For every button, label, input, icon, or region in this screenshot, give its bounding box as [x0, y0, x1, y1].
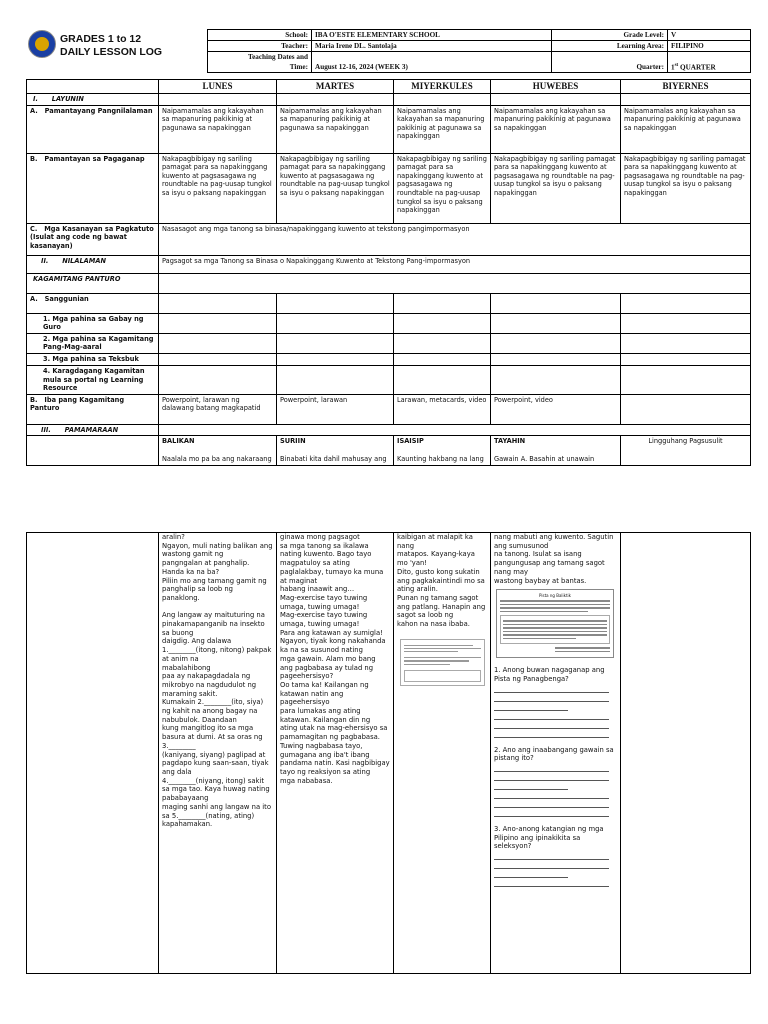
section-label: LAYUNIN: [51, 95, 84, 103]
passage-heading: Pista ng Baliktik: [539, 593, 571, 599]
row-label-pamantayang-pangnilalaman: [27, 105, 159, 153]
title-line-2: DAILY LESSON LOG: [60, 46, 163, 58]
row-label: Iba pang Kagamitang Panturo: [30, 395, 125, 413]
proc-text: Kaunting hakbang na lang: [397, 454, 484, 463]
empty-cell: [27, 533, 159, 974]
row-label-pamantayan-sa-pagaganap: [27, 153, 159, 223]
answer-line: [494, 702, 568, 711]
cell-lunes: Naipamamalas ang kakayahan sa mapanuring pakikinig at pagunawa sa napakinggan: [159, 105, 277, 153]
cell-miyerkules: Nakapagbibigay ng sariling pamagat para sa napakinggang kuwento at pagsasagawa ng roundtable na pag-uusap tungkol sa isyu o paksang napakinggan: [394, 153, 491, 223]
cell-martes: Powerpoint, larawan: [277, 394, 394, 424]
proc-heading: SURIIN: [280, 437, 306, 446]
corner-cell: [27, 80, 159, 94]
day-header-lunes: LUNES: [159, 80, 277, 94]
cell-biyernes: [621, 394, 751, 424]
row-number: A.: [30, 294, 38, 303]
empty-cell: [277, 94, 394, 106]
proc-miyerkules: [394, 436, 491, 466]
question-3: 3. Ano-anong katangian ng mga Pilipino ang ipinakikita sa seleksyon?: [494, 825, 604, 851]
title-line-1: GRADES 1 to 12: [60, 33, 142, 45]
empty-cell: [394, 313, 491, 333]
empty-cell: [394, 94, 491, 106]
empty-cell: [621, 94, 751, 106]
cell-martes: Naipamamalas ang kakayahan sa mapanuring pakikinig at pagunawa sa napakinggan: [277, 105, 394, 153]
day-header-biyernes: BIYERNES: [621, 80, 751, 94]
answer-line: [494, 711, 609, 720]
teaching-dates-label-line1: Teaching Dates and: [247, 53, 308, 61]
row-number: A.: [30, 106, 38, 115]
row-label: Pamantayang Pangnilalaman: [44, 106, 153, 115]
empty-cell: [159, 333, 277, 353]
empty-cell: [159, 365, 277, 394]
cell-miyerkules: Larawan, metacards, video: [394, 394, 491, 424]
teacher-label: Teacher:: [208, 41, 312, 52]
answer-line: [494, 860, 609, 869]
answer-line: [494, 684, 609, 693]
proc-heading: BALIKAN: [162, 437, 195, 446]
answer-line: [494, 693, 609, 702]
cell-miyerkules: Naipamamalas ang kakayahan sa mapanuring pakikinig at pagunawa sa napakinggan: [394, 105, 491, 153]
day-header-huwebes: HUWEBES: [491, 80, 621, 94]
empty-cell: [277, 333, 394, 353]
row-label: Pamantayan sa Pagaganap: [44, 154, 145, 163]
nilalaman-text: Pagsagot sa mga Tanong sa Binasa o Napakinggang Kuwento at Tekstong Pang-impormasyon: [159, 255, 751, 273]
quarter-suffix: st: [674, 62, 679, 68]
row-label: Sanggunian: [44, 294, 89, 303]
empty-cell: [491, 313, 621, 333]
section-number: III.: [41, 425, 51, 434]
ref-kagamitang-pang-mag-aaral: 2. Mga pahina sa Kagamitang Pang-Mag-aaral: [27, 333, 159, 353]
empty-cell: [621, 365, 751, 394]
kasanayan-text: Nasasagot ang mga tanong sa binasa/napakinggang kuwento at tekstong pangimpormasyon: [159, 223, 751, 255]
row-label-iba-pang-kagamitan: [27, 394, 159, 424]
empty-cell: [394, 333, 491, 353]
empty-cell: [491, 365, 621, 394]
proc-huwebes: [491, 436, 621, 466]
cell-lunes: Nakapagbibigay ng sariling pamagat para sa napakinggang kuwento at pagsasagawa ng roundtable na pag-uusap tungkol sa isyu o paksang napakinggan: [159, 153, 277, 223]
worksheet-thumbnail-image: [400, 639, 485, 686]
teacher-value: Maria Irene DL. Santolaja: [312, 41, 552, 52]
empty-cell: [621, 333, 751, 353]
empty-cell: [159, 424, 751, 436]
grade-level-value: V: [668, 30, 751, 41]
proc-martes: [277, 436, 394, 466]
section-label: NILALAMAN: [62, 256, 106, 265]
ref-gabay-ng-guro: 1. Mga pahina sa Gabay ng Guro: [27, 313, 159, 333]
row-label-sanggunian: [27, 293, 159, 313]
empty-cell: [491, 353, 621, 365]
answer-line: [494, 781, 568, 790]
learning-area-label: Learning Area:: [552, 41, 668, 52]
empty-cell: [159, 273, 751, 293]
proc-martes-continued: ginawa mong pagsagot sa mga tanong sa ikalawa nating kuwento. Bago tayo magpatuloy sa ating paglalakbay, tumayo ka muna at maginat habang inaawit ang… Mag-exercise tayo tuwing umaga, tuwing umaga! Mag-exercise tayo tuwing umaga, tuwing umaga! Para ang katawan ay sumigla! Ngayon, tiyak kong nakahanda ka na sa susunod nating mga gawain. Alam mo bang ang pagbabasa ay tulad ng pageehersisyo? Oo tama ka! Kailangan ng katawan natin ang pageehersisyo para lumakas ang ating katawan. Kailangan din ng ating utak na mag-ehersisyo sa pamamagitan ng pagbabasa. Tuwing nagbabasa tayo, gumagana ang iba't ibang pandama natin. Kasi nagbibigay tayo ng reaksiyon sa ating mga nababasa.: [277, 533, 394, 974]
empty-cell: [621, 313, 751, 333]
cell-biyernes: Nakapagbibigay ng sariling pamagat para sa napakinggang kuwento at pagsasagawa ng roundtable na pag-uusap tungkol sa isyu o paksang napakinggan: [621, 153, 751, 223]
answer-line: [494, 808, 609, 817]
cell-biyernes: Naipamamalas ang kakayahan sa mapanuring pakikinig at pagunawa sa napakinggan: [621, 105, 751, 153]
miyerkules-text: kaibigan at malapit ka nang matapos. Kayang-kaya mo 'yan! Dito, gusto kong sukatin ang pagkakaintindi mo sa ating aralin. Punan ng tamang sagot ang patlang. Hanapin ang sagot sa loob ng kahon na nasa ibaba.: [397, 533, 486, 629]
cell-martes: Nakapagbibigay ng sariling pamagat para sa napakinggang kuwento at pagsasagawa ng roundtable na pag-uusap tungkol sa isyu o paksang napakinggan: [277, 153, 394, 223]
empty-cell: [621, 353, 751, 365]
answer-line: [494, 878, 609, 887]
lesson-log-continuation-table: [26, 532, 751, 974]
reading-passage-image: [496, 589, 614, 658]
cell-huwebes: Powerpoint, video: [491, 394, 621, 424]
row-number: B.: [30, 395, 38, 404]
document-title: [60, 33, 162, 59]
day-header-miyerkules: MIYERKULES: [394, 80, 491, 94]
section-layunin: [27, 94, 159, 106]
answer-line: [494, 763, 609, 772]
empty-cell: [491, 94, 621, 106]
answer-line: [494, 729, 609, 738]
empty-cell: [277, 353, 394, 365]
row-number: C.: [30, 224, 38, 233]
empty-cell: [159, 94, 277, 106]
cell-huwebes: Naipamamalas ang kakayahan sa mapanuring pakikinig at pagunawa sa napakinggan: [491, 105, 621, 153]
proc-biyernes: [621, 436, 751, 466]
huwebes-text: nang mabuti ang kuwento. Sagutin ang sumusunod na tanong. Isulat sa isang pangungusap ang tamang sagot nang may wastong baybay at bantas.: [494, 533, 614, 585]
question-2: 2. Ano ang inaabangang gawain sa pistang ito?: [494, 745, 614, 763]
empty-cell: [394, 293, 491, 313]
proc-miyerkules-continued: [394, 533, 491, 974]
school-label: School:: [208, 30, 312, 41]
empty-cell: [621, 293, 751, 313]
school-value: IBA O'ESTE ELEMENTARY SCHOOL: [312, 30, 552, 41]
section-number: II.: [41, 256, 49, 265]
answer-line: [494, 720, 609, 729]
empty-cell: [159, 313, 277, 333]
answer-line: [494, 851, 609, 860]
answer-line: [494, 799, 609, 808]
row-label-mga-kasanayan: [27, 223, 159, 255]
section-label: PAMAMARAAN: [64, 425, 119, 434]
proc-heading: ISAISIP: [397, 437, 424, 446]
learning-area-value: FILIPINO: [668, 41, 751, 52]
answer-line: [494, 790, 609, 799]
proc-text: Naalala mo pa ba ang nakaraang: [162, 454, 272, 463]
empty-cell: [277, 293, 394, 313]
proc-lunes: [159, 436, 277, 466]
teaching-dates-value: August 12-16, 2024 (WEEK 3): [312, 52, 552, 73]
grade-level-label: Grade Level:: [552, 30, 668, 41]
empty-cell: [491, 293, 621, 313]
proc-lunes-continued: aralin? Ngayon, muli nating balikan ang wastong gamit ng pangngalan at panghalip. Handa ka na ba? Piliin mo ang tamang gamit ng panghalip sa loob ng panaklong. Ang langaw ay maituturing na pinakamapanganib na insekto sa buong daigdig. Ang dalawa 1.________(itong, nitong) pakpak at anim na mabalahibong paa ay nakapagdadala ng mikrobyo na nagdudulot ng maraming sakit. Kumakain 2.________(ito, siya) ng kahit na anong bagay na nabubulok. Daandaan kung mangitlog ito sa mga basura at dumi. At sa oras ng 3.________ (kaniyang, siyang) paglipad at pagdapo kung saan-saan, tiyak ang dala 4.________(niyang, itong) sakit sa mga tao. Kaya huwag nating pababayaang maging sanhi ang langaw na ito sa 5.________(nating, ating) kapahamakan.: [159, 533, 277, 974]
row-number: B.: [30, 154, 38, 163]
empty-cell: [277, 313, 394, 333]
empty-cell: [394, 365, 491, 394]
quarter-label: Quarter:: [552, 52, 668, 73]
answer-line: [494, 772, 609, 781]
teaching-dates-label-line2: Time:: [289, 63, 308, 71]
section-number: I.: [33, 95, 38, 103]
lesson-log-table: [26, 79, 751, 466]
row-label: Mga Kasanayan sa Pagkatuto (Isulat ang code ng bawat kasanayan): [30, 224, 154, 250]
empty-cell: [27, 436, 159, 466]
question-1: 1. Anong buwan nagaganap ang Pista ng Panagbenga?: [494, 666, 605, 683]
deped-seal-logo: [28, 30, 56, 58]
header-info-table: [207, 29, 751, 73]
ref-teksbuk: 3. Mga pahina sa Teksbuk: [27, 353, 159, 365]
section-pamamaraan: [27, 424, 159, 436]
empty-cell: [277, 365, 394, 394]
empty-cell: [159, 293, 277, 313]
proc-heading: Lingguhang Pagsusulit: [648, 437, 723, 446]
quarter-word: QUARTER: [678, 63, 716, 71]
section-nilalaman: [27, 255, 159, 273]
empty-cell: [621, 533, 751, 974]
proc-text: Gawain A. Basahin at unawain: [494, 454, 595, 463]
cell-lunes: Powerpoint, larawan ng dalawang batang magkapatid: [159, 394, 277, 424]
empty-cell: [491, 333, 621, 353]
quarter-value: [668, 52, 751, 73]
answer-line: [494, 869, 568, 878]
empty-cell: [159, 353, 277, 365]
teaching-dates-label: [208, 52, 312, 73]
cell-huwebes: Nakapagbibigay ng sariling pamagat para sa napakinggang kuwento at pagsasagawa ng roundtable na pag-uusap tungkol sa isyu o paksang napakinggan: [491, 153, 621, 223]
section-kagamitang-panturo: KAGAMITANG PANTURO: [27, 273, 159, 293]
day-header-martes: MARTES: [277, 80, 394, 94]
quarter-number: 1: [671, 63, 675, 71]
proc-huwebes-continued: [491, 533, 621, 974]
proc-heading: TAYAHIN: [494, 437, 526, 446]
ref-learning-resource: 4. Karagdagang Kagamitan mula sa portal ng Learning Resource: [27, 365, 159, 394]
empty-cell: [394, 353, 491, 365]
proc-text: Binabati kita dahil mahusay ang: [280, 454, 387, 463]
